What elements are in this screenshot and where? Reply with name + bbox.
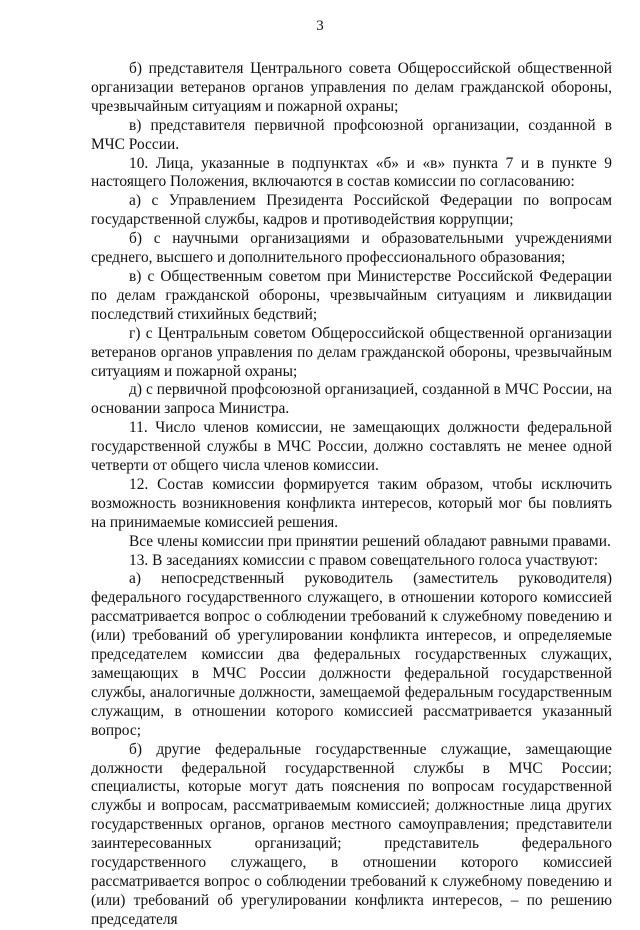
paragraph-10d: г) с Центральным советом Общероссийской общественной организации ветеранов органов управления по делам гражданской обороны, чрезвычайным ситуациям и пожарной охраны;: [91, 324, 612, 380]
paragraph-10: 10. Лица, указанные в подпунктах «б» и «в» пункта 7 и в пункте 9 настоящего Положения, включаются в состав комиссии по согласованию:: [91, 154, 612, 191]
paragraph-12-equal-rights: Все члены комиссии при принятии решений обладают равными правами.: [129, 532, 611, 550]
document-body: [91, 60, 612, 930]
paragraph-13b: б) другие федеральные государственные служащие, замещающие должности федеральной государственной службы в МЧС России; специалисты, которые могут дать пояснения по вопросам государственной службы и вопросам, рассматриваемым комиссией; должностные лица других государственных органов, органов местного самоуправления; представители заинтересованных организаций; представитель федерального государственного служащего, в отношении которого комиссией рассматривается вопрос о соблюдении требований к служебному поведению и (или) требований об урегулировании конфликта интересов, – по решению председателя: [91, 740, 612, 928]
paragraph-12: 12. Состав комиссии формируется таким образом, чтобы исключить возможность возникновения конфликта интересов, который мог бы повлиять на принимаемые комиссией решения.: [91, 475, 612, 531]
page-number: 3: [316, 18, 324, 34]
paragraph-7b: б) представителя Центрального совета Общероссийской общественной организации ветеранов органов управления по делам гражданской обороны, чрезвычайным ситуациям и пожарной охраны;: [91, 60, 612, 115]
paragraph-10a: а) с Управлением Президента Российской Федерации по вопросам государственной службы, кадров и противодействия коррупции;: [91, 192, 612, 229]
paragraph-10e: д) с первичной профсоюзной организацией, созданной в МЧС России, на основании запроса Министра.: [91, 381, 612, 418]
paragraph-13a: а) непосредственный руководитель (заместитель руководителя) федерального государственного служащего, в отношении которого комиссией рассматривается вопрос о соблюдении требований к служебному поведению и (или) требований об урегулировании конфликта интересов, и определяемые председателем комиссии два федеральных государственных служащих, замещающих в МЧС России должности федеральной государственной службы, аналогичные должности, замещаемой федеральным государственным служащим, в отношении которого комиссией рассматривается указанный вопрос;: [91, 570, 612, 739]
paragraph-10c: в) с Общественным советом при Министерстве Российской Федерации по делам гражданской обороны, чрезвычайным ситуациям и ликвидации последствий стихийных бедствий;: [91, 267, 612, 323]
paragraph-10b: б) с научными организациями и образовательными учреждениями среднего, высшего и дополнительного профессионального образования;: [91, 230, 612, 267]
paragraph-11: 11. Число членов комиссии, не замещающих должности федеральной государственной службы в МЧС России, должно составлять не менее одной четверти от общего числа членов комиссии.: [91, 419, 612, 475]
paragraph-13: 13. В заседаниях комиссии с правом совещательного голоса участвуют:: [129, 551, 599, 569]
paragraph-7c: в) представителя первичной профсоюзной организации, созданной в МЧС России.: [91, 116, 612, 153]
